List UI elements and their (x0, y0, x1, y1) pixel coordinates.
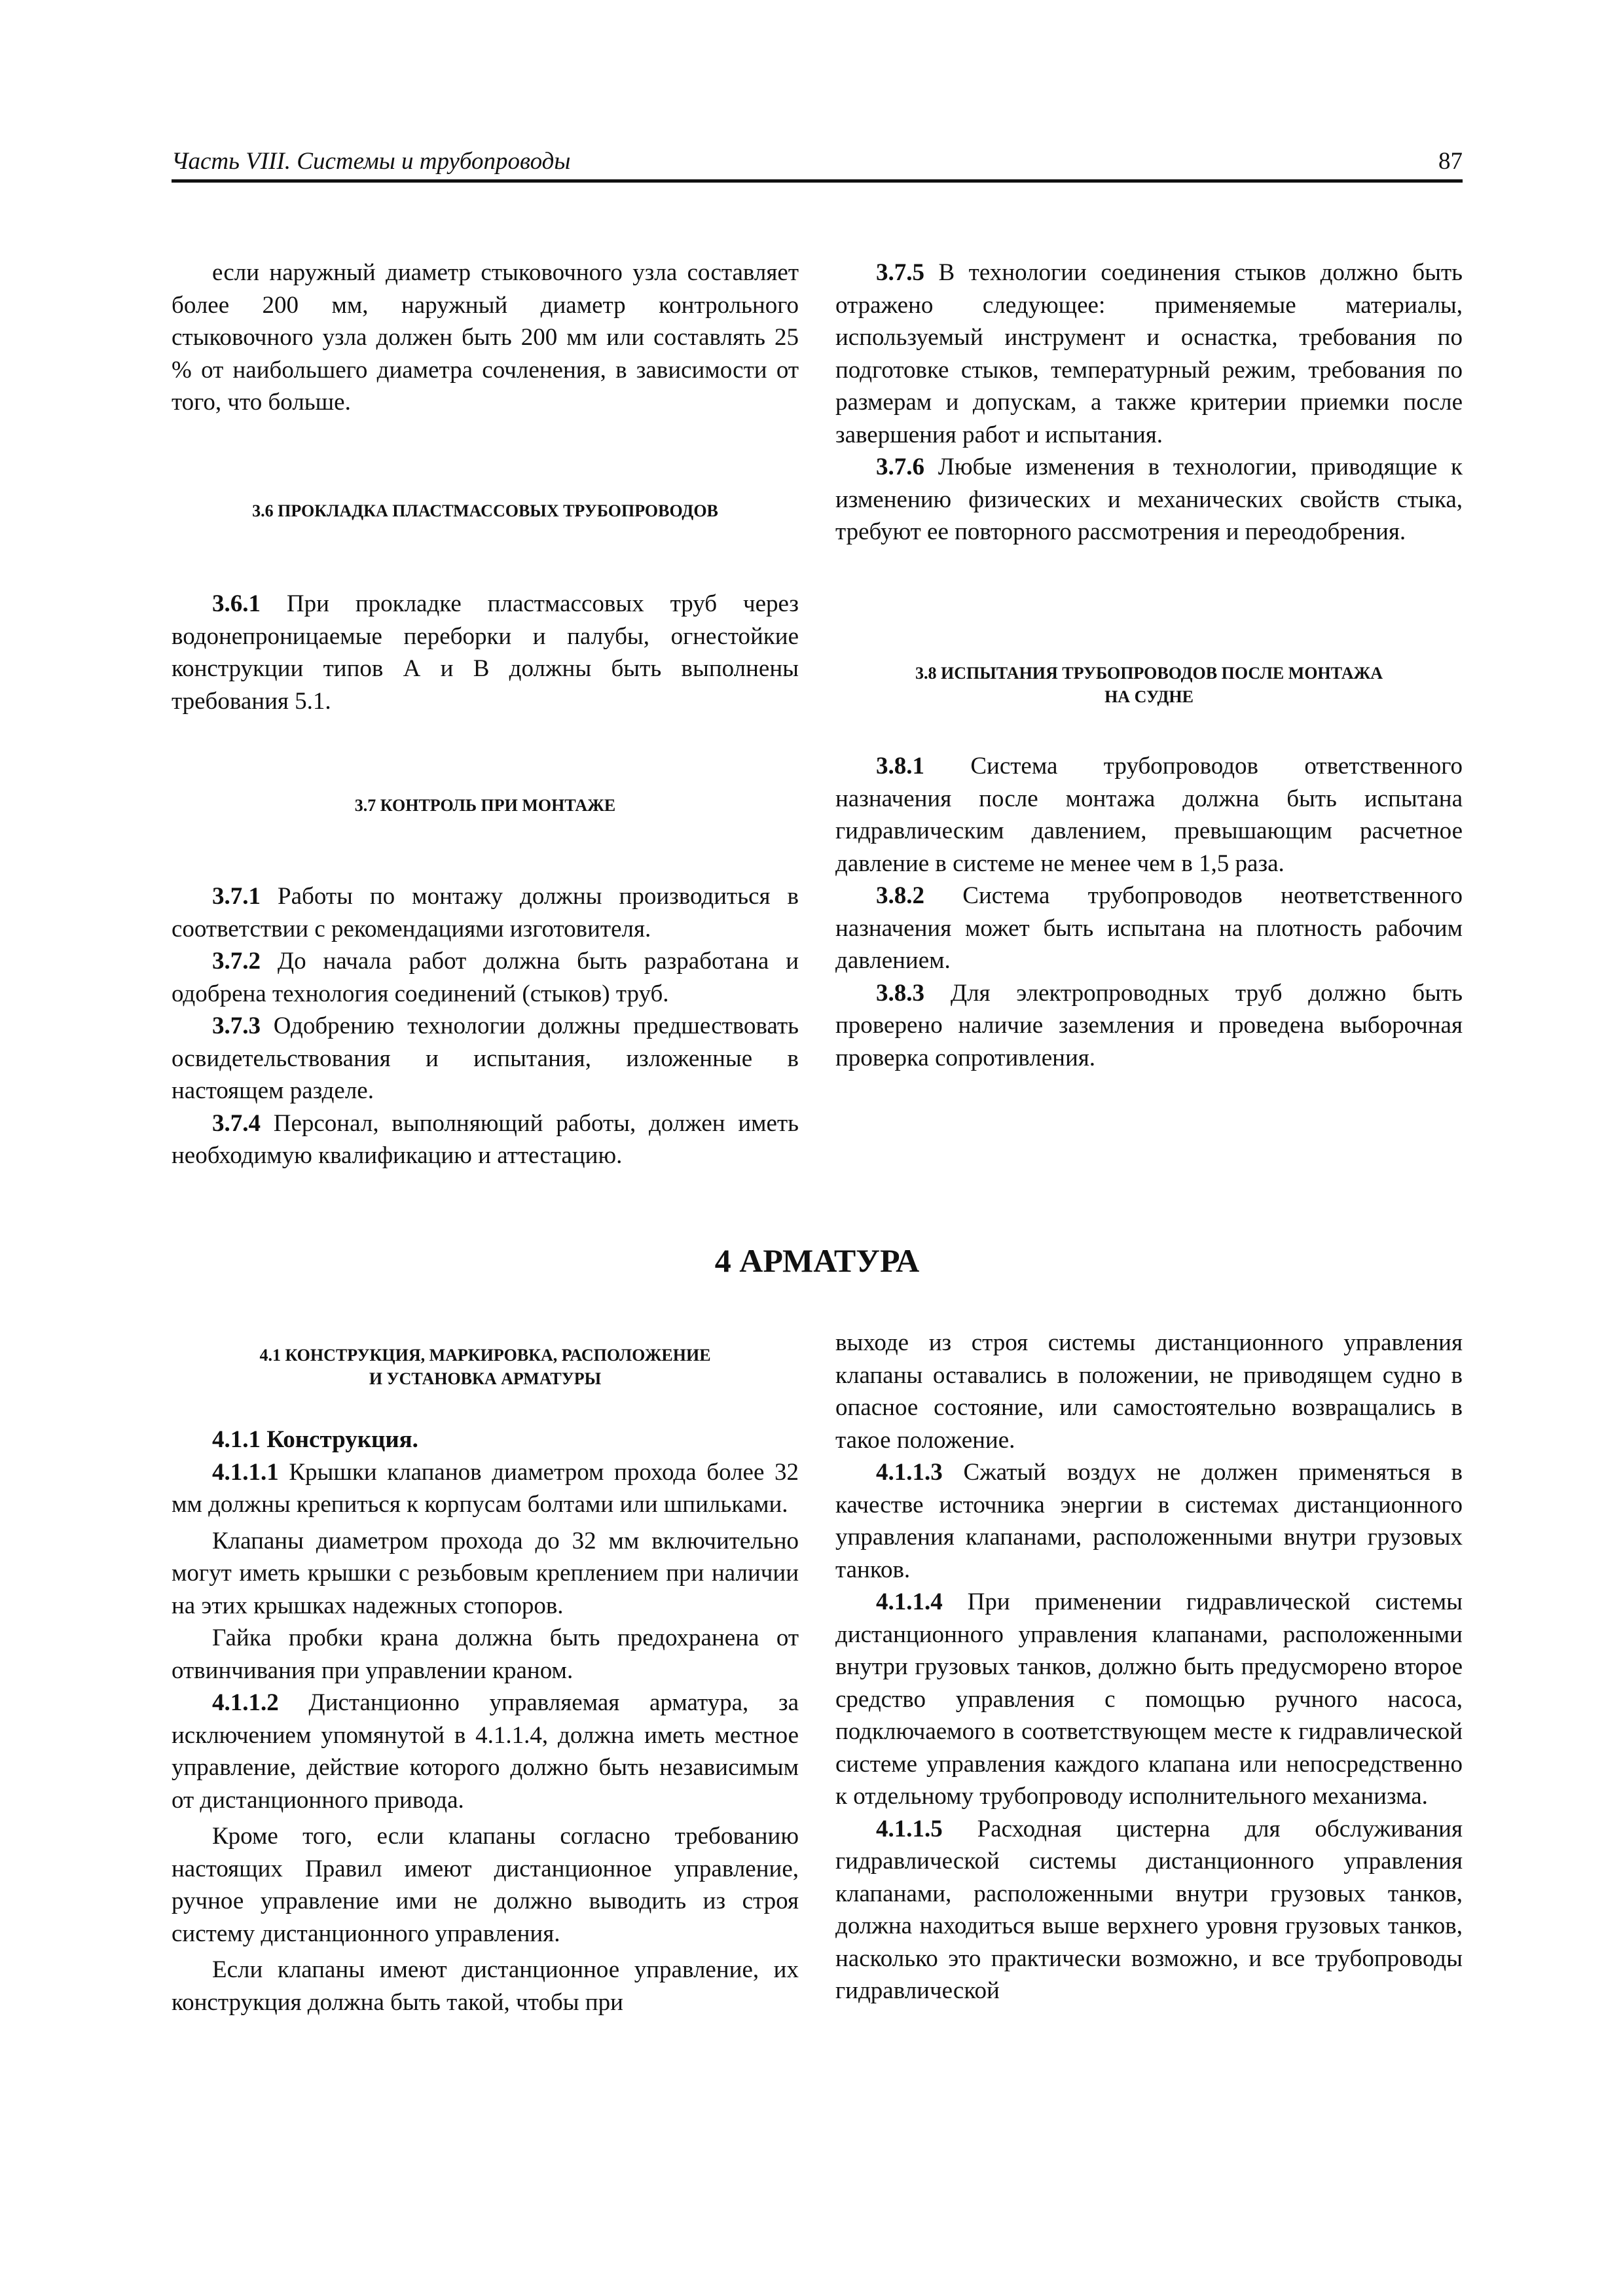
paragraph-valves: Клапаны диаметром прохода до 32 мм включительно могут иметь крышки с резьбовым креплением при наличии на этих крышках надежных стопоров. (172, 1527, 799, 1619)
para-text: Расходная цистерна для обслуживания гидравлической системы дистанционного управления клапанами, расположенными внутри грузовых танков, должна находиться выше верхнего уровня грузовых танков, насколько это практически возможно, и все трубопроводы гидравлической (835, 1815, 1463, 2004)
left-column-top-intro (172, 257, 799, 419)
paragraph-3-8-1 (835, 750, 1463, 880)
paragraph-besides: Кроме того, если клапаны согласно требованию настоящих Правил имеют дистанционное управление, ручное управление ими не должно выводить из строя систему дистанционного управления. (172, 1823, 799, 1947)
para-number: 3.8.3 (876, 979, 924, 1007)
para-text: Персонал, выполняющий работы, должен иметь необходимую квалификацию и аттестацию. (172, 1109, 799, 1169)
para-text: Любые изменения в технологии, приводящие к изменению физических и механических свойств стыка, требуют ее повторного рассмотрения и переодобрения. (835, 454, 1463, 545)
paragraph-3-8-2 (835, 880, 1463, 977)
para-number: 4.1.1.5 (876, 1815, 943, 1842)
section-3-6-body (172, 588, 799, 717)
chapter-title: 4 АРМАТУРА (714, 1242, 920, 1279)
para-text: При применении гидравлической системы дистанционного управления клапанами, расположенными внутри грузовых танков, должно быть предусморено второе средство управления с помощью ручного насоса, подключаемого в соответствующем месте к гидравлической системе управления каждого клапана или непосредственно к отдельному трубопроводу исполнительного механизма. (835, 1588, 1463, 1810)
running-header (172, 143, 1463, 183)
para-text: Крышки клапанов диаметром прохода более 32 мм должны крепиться к корпусам болтами или шпильками. (172, 1458, 799, 1518)
para-text: Работы по монтажу должны производиться в соответствии с рекомендациями изготовителя. (172, 883, 799, 942)
para-number: 4.1.1.1 (212, 1458, 279, 1486)
paragraph-3-7-2 (172, 945, 799, 1010)
section-3-7-body (172, 880, 799, 1172)
para-number: 3.7.6 (876, 454, 924, 480)
page-number: 87 (1438, 148, 1463, 175)
para-number: 3.7.3 (212, 1013, 261, 1039)
paragraph-3-6-1 (172, 588, 799, 717)
section-heading-4-1 (172, 1344, 799, 1391)
heading-line-1: 3.8 ИСПЫТАНИЯ ТРУБОПРОВОДОВ ПОСЛЕ МОНТАЖА (915, 664, 1383, 683)
para-number: 3.7.2 (212, 948, 261, 975)
paragraph-3-7-5 (835, 257, 1463, 451)
paragraph-3-7-6 (835, 451, 1463, 548)
para-number: 4.1.1.4 (876, 1588, 943, 1615)
header-title: Часть VIII. Системы и трубопроводы (172, 148, 571, 175)
para-number: 4.1.1.2 (212, 1689, 279, 1716)
section-heading-3-8 (835, 662, 1463, 709)
section-heading-3-6: 3.6 ПРОКЛАДКА ПЛАСТМАССОВЫХ ТРУБОПРОВОДОВ (252, 501, 718, 520)
paragraph-3-8-3 (835, 977, 1463, 1075)
paragraph-if-remote: Если клапаны имеют дистанционное управление, их конструкция должна быть такой, чтобы при (172, 1956, 799, 2016)
heading-line-1: 4.1 КОНСТРУКЦИЯ, МАРКИРОВКА, РАСПОЛОЖЕНИЕ (259, 1346, 711, 1365)
para-number: 3.7.1 (212, 883, 261, 910)
paragraph-4-1-1-3 (835, 1456, 1463, 1586)
right-column-bottom (835, 1327, 1463, 2007)
para-text: Одобрению технологии должны предшествовать освидетельствования и испытания, изложенные в настоящем разделе. (172, 1013, 799, 1104)
para-number: 3.7.5 (876, 259, 924, 286)
paragraph-3-7-4 (172, 1107, 799, 1172)
continued-paragraph: если наружный диаметр стыковочного узла составляет более 200 мм, наружный диаметр контрольного стыковочного узла должен быть 200 мм или составлять 25 % от наибольшего диаметра сочленения, в зависимости от того, что больше. (172, 259, 799, 416)
para-text: При прокладке пластмассовых труб через водонепроницаемые переборки и палубы, огнестойкие конструкции типов А и В должны быть выполнены требования 5.1. (172, 590, 799, 715)
para-text: Дистанционно управляемая арматура, за исключением упомянутой в 4.1.1.4, должна иметь местное управление, действие которого должно быть независимым от дистанционного привода. (172, 1689, 799, 1814)
heading-line-2: НА СУДНЕ (1104, 687, 1194, 706)
right-column-top (835, 257, 1463, 548)
continued-paragraph: выходе из строя системы дистанционного управления клапаны оставались в положении, не приводящем судно в опасное состояние, или самостоятельно возвращались в такое положение. (835, 1329, 1463, 1454)
paragraph-3-7-3 (172, 1010, 799, 1107)
paragraph-4-1-1-5 (835, 1813, 1463, 2007)
para-text: До начала работ должна быть разработана и одобрена технология соединений (стыков) труб. (172, 948, 799, 1007)
section-heading-3-7: 3.7 КОНТРОЛЬ ПРИ МОНТАЖЕ (354, 796, 616, 815)
paragraph-4-1-1-4 (835, 1586, 1463, 1813)
paragraph-nut: Гайка пробки крана должна быть предохранена от отвинчивания при управлении краном. (172, 1624, 799, 1684)
paragraph-4-1-1-1 (172, 1456, 799, 1521)
para-number: 3.8.2 (876, 882, 924, 909)
para-number: 4.1.1.3 (876, 1459, 943, 1486)
paragraph-3-7-1 (172, 880, 799, 945)
para-number: 3.8.1 (876, 753, 924, 780)
paragraph-4-1-1-2 (172, 1687, 799, 1816)
section-3-8-body (835, 750, 1463, 1074)
para-text: Система трубопроводов ответственного назначения после монтажа должна быть испытана гидравлическим давлением, превышающим расчетное давление в системе не менее чем в 1,5 раза. (835, 753, 1463, 877)
para-text: Система трубопроводов неответственного назначения может быть испытана на плотность рабочим давлением. (835, 882, 1463, 974)
para-text: Сжатый воздух не должен применяться в качестве источника энергии в системах дистанционного управления клапанами, расположенными внутри грузовых танков. (835, 1459, 1463, 1583)
para-text: Для электропроводных труб должно быть проверено наличие заземления и проведена выборочная проверка сопротивления. (835, 979, 1463, 1071)
subsection-title-4-1-1: 4.1.1 Конструкция. (212, 1426, 418, 1453)
para-text: В технологии соединения стыков должно быть отражено следующее: применяемые материалы, используемый инструмент и оснастка, требования по подготовке стыков, температурный режим, требования по размерам и допускам, а также критерии приемки после завершения работ и испытания. (835, 259, 1463, 448)
para-number: 3.6.1 (212, 590, 261, 617)
section-4-1-body (172, 1424, 799, 2018)
para-number: 3.7.4 (212, 1109, 261, 1137)
heading-line-2: И УСТАНОВКА АРМАТУРЫ (369, 1369, 602, 1388)
